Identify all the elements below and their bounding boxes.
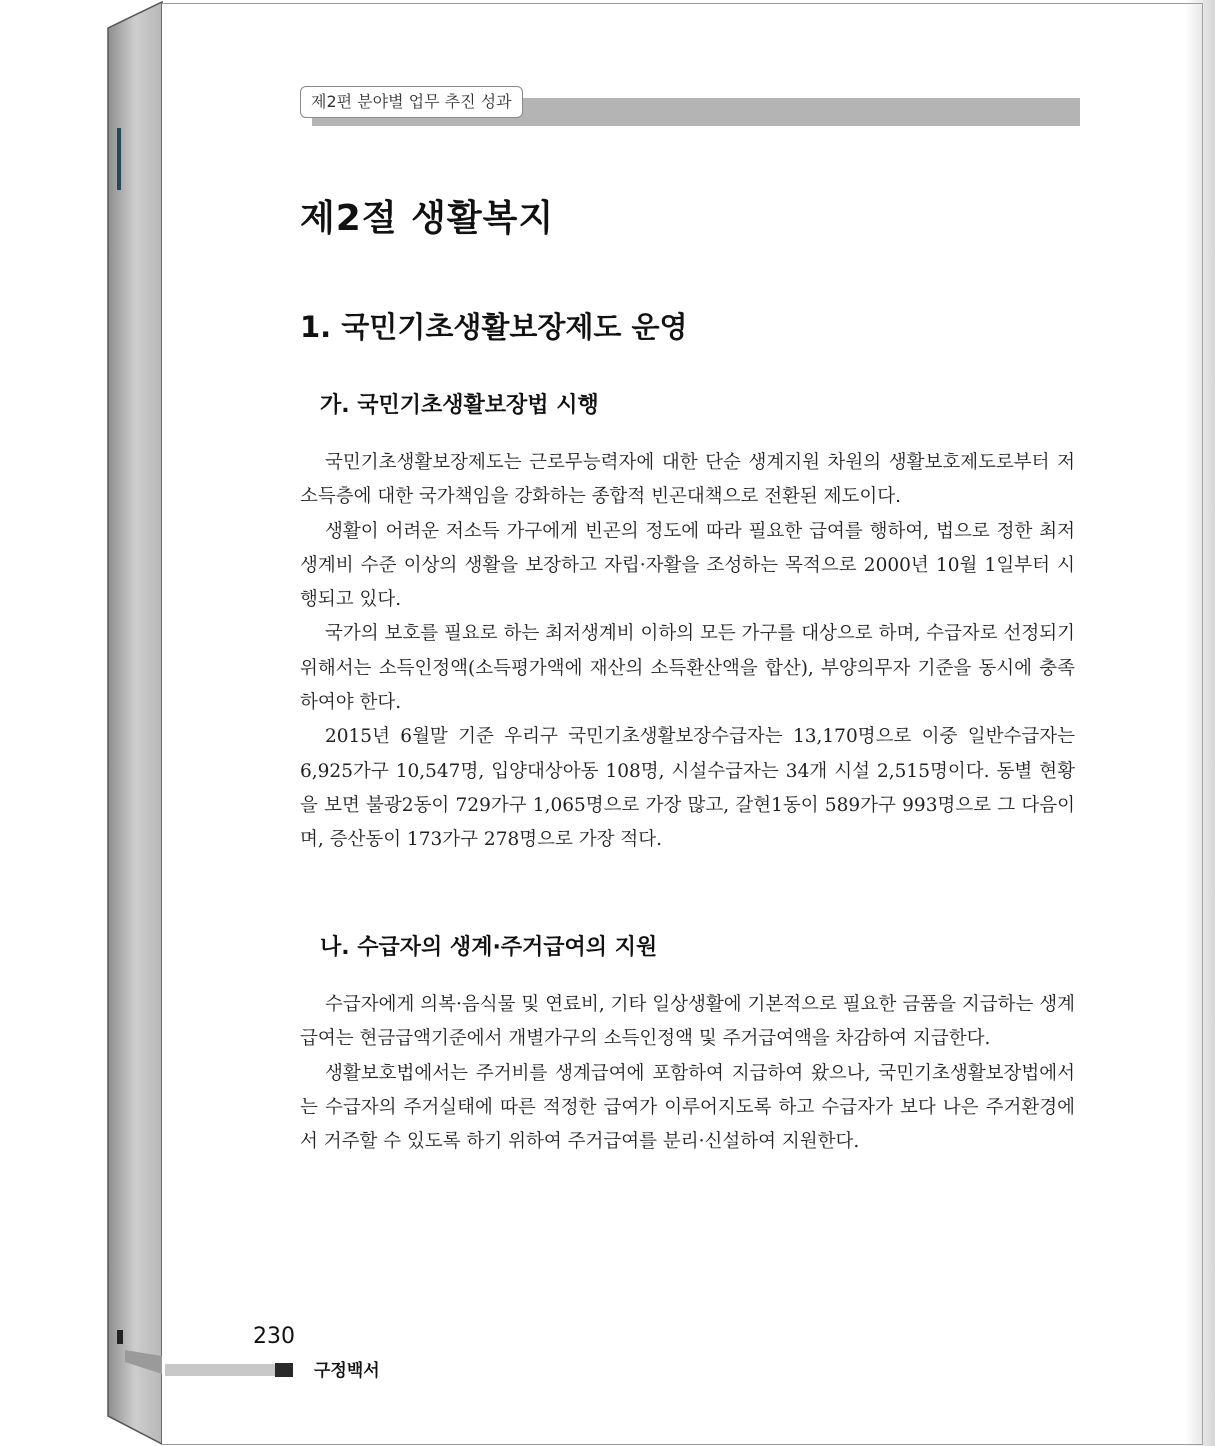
paragraph: 2015년 6월말 기준 우리구 국민기초생활보장수급자는 13,170명으로 이중 일반수급자는 6,925가구 10,547명, 입양대상아동 108명, 시설수급자는 34개 시설 2,515명이다. 동별 현황을 보면 불광2동이 729가구 1,065명으로 가장 많고, 갈현1동이 589가구 993명으로 그 다음이며, 증산동이 173가구 278명으로 가장 적다.: [300, 726, 1075, 851]
subsection-title-b: 나. 수급자의 생계·주거급여의 지원: [320, 935, 658, 960]
chapter-title: 1. 국민기초생활보장제도 운영: [300, 310, 688, 344]
part-label: 제2편 분야별 업무 추진 성과: [300, 86, 523, 118]
subsection-title-a: 가. 국민기초생활보장법 시행: [320, 393, 599, 418]
footer-marker: [275, 1363, 293, 1377]
subsection-body-a: [300, 446, 1075, 858]
page-edge-shadow: [1185, 0, 1215, 1446]
paragraph: 생활보호법에서는 주거비를 생계급여에 포함하여 지급하여 왔으나, 국민기초생활보장법에서는 수급자의 주거실태에 따른 적정한 급여가 이루어지도록 하고 수급자가 보다 나은 주거환경에서 거주할 수 있도록 하기 위하여 주거급여를 분리·신설하여 지원한다.: [300, 1062, 1075, 1153]
page-number: 230: [253, 1324, 295, 1349]
footer-bar: [165, 1364, 275, 1376]
paragraph: 국민기초생활보장제도는 근로무능력자에 대한 단순 생계지원 차원의 생활보호제도로부터 저소득층에 대한 국가책임을 강화하는 종합적 빈곤대책으로 전환된 제도이다.: [300, 452, 1075, 508]
subsection-body-b: [300, 988, 1075, 1159]
paragraph: 국가의 보호를 필요로 하는 최저생계비 이하의 모든 가구를 대상으로 하며, 수급자로 선정되기 위해서는 소득인정액(소득평가액에 재산의 소득환산액을 합산), 부양의무자 기준을 동시에 충족하여야 한다.: [300, 623, 1075, 714]
section-title: 제2절 생활복지: [300, 198, 555, 239]
book-title: 구정백서: [314, 1361, 380, 1381]
book-spine: [0, 0, 165, 1446]
paragraph: 수급자에게 의복·음식물 및 연료비, 기타 일상생활에 기본적으로 필요한 금품을 지급하는 생계급여는 현금급액기준에서 개별가구의 소득인정액 및 주거급여액을 차감하여 지급한다.: [300, 994, 1075, 1050]
paragraph: 생활이 어려운 저소득 가구에게 빈곤의 정도에 따라 필요한 급여를 행하여, 법으로 정한 최저생계비 수준 이상의 생활을 보장하고 자립·자활을 조성하는 목적으로 2000년 10월 1일부터 시행되고 있다.: [300, 520, 1075, 611]
